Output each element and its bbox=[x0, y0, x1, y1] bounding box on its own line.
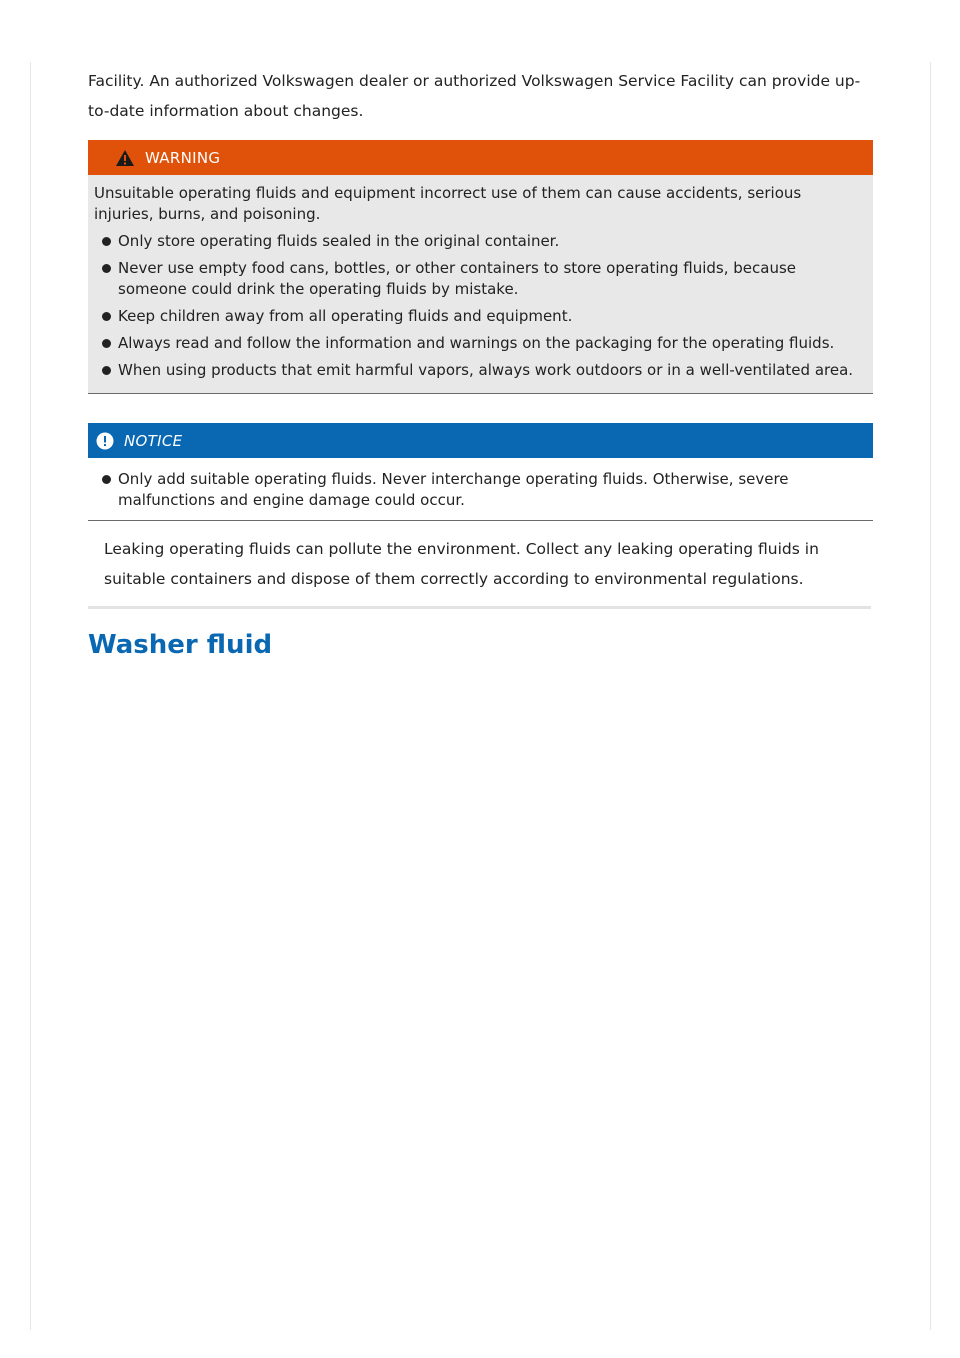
warning-body bbox=[88, 175, 873, 394]
warning-item: Keep children away from all operating fluids and equipment. bbox=[94, 306, 863, 327]
notice-body bbox=[88, 458, 873, 521]
exclamation-circle-icon bbox=[96, 432, 114, 450]
notice-title: NOTICE bbox=[124, 431, 183, 450]
section-heading: Washer fluid bbox=[88, 630, 273, 660]
warning-list bbox=[94, 231, 863, 381]
left-margin-line bbox=[30, 62, 31, 1330]
warning-triangle-icon bbox=[115, 149, 135, 167]
warning-title: WARNING bbox=[145, 148, 221, 167]
notice-header bbox=[88, 423, 873, 458]
warning-header bbox=[88, 140, 873, 175]
warning-item: Always read and follow the information and warnings on the packaging for the operating fluids. bbox=[94, 333, 863, 354]
warning-box bbox=[88, 140, 873, 394]
notice-item: Only add suitable operating fluids. Never interchange operating fluids. Otherwise, severe malfunctions and engine damage could occur. bbox=[94, 469, 863, 511]
warning-lead: Unsuitable operating fluids and equipment incorrect use of them can cause accidents, serious injuries, burns, and poisoning. bbox=[94, 184, 802, 223]
right-margin-line bbox=[930, 62, 931, 1330]
notice-box bbox=[88, 423, 873, 521]
section-divider bbox=[88, 606, 871, 609]
warning-item: When using products that emit harmful vapors, always work outdoors or in a well-ventilated area. bbox=[94, 360, 863, 381]
warning-item: Never use empty food cans, bottles, or other containers to store operating fluids, because someone could drink the operating fluids by mistake. bbox=[94, 258, 863, 300]
warning-item: Only store operating fluids sealed in the original container. bbox=[94, 231, 863, 252]
intro-paragraph: Facility. An authorized Volkswagen dealer or authorized Volkswagen Service Facility can provide up-to-date information about changes. bbox=[88, 72, 861, 120]
environment-note: Leaking operating fluids can pollute the environment. Collect any leaking operating fluids in suitable containers and dispose of them correctly according to environmental regulations. bbox=[104, 540, 819, 588]
notice-list bbox=[94, 469, 863, 511]
